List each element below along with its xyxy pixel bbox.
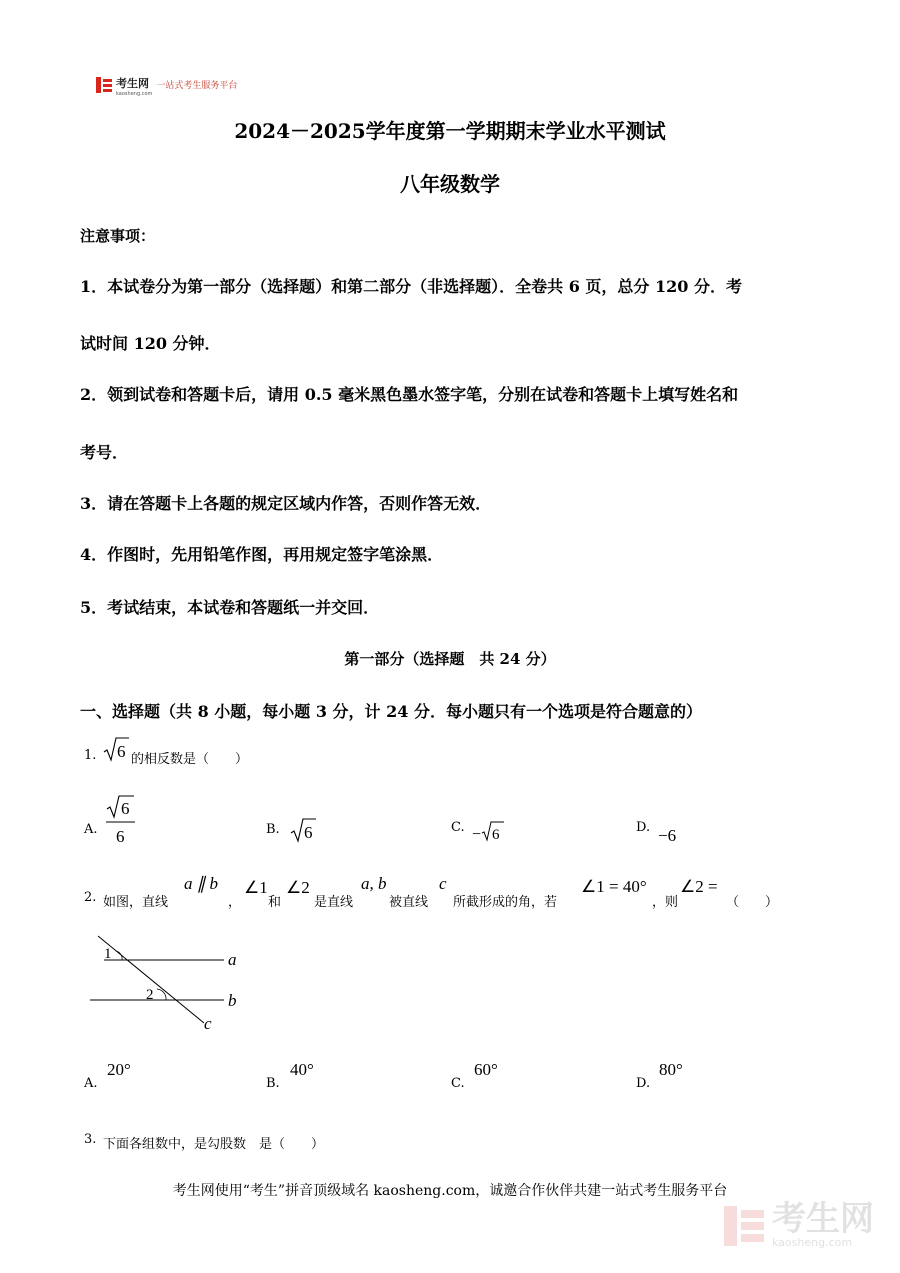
q1-option-c-sign: −	[472, 826, 482, 843]
figure-label-c: c	[204, 1014, 212, 1033]
q2-option-c-label: C.	[451, 1076, 465, 1091]
q2-math-angle1: ∠1	[244, 878, 268, 897]
q3-number: 3.	[84, 1132, 97, 1147]
q1-option-c-label: C.	[451, 820, 465, 835]
q1-option-d-value: −6	[658, 826, 677, 845]
q1-option-b-label: B.	[266, 822, 280, 837]
q1-option-a-denominator: 6	[116, 827, 125, 846]
q1-option-c-neg-sqrt	[471, 818, 507, 844]
q1-option-a-label: A.	[84, 822, 98, 837]
watermark-name: 考生网	[772, 1199, 874, 1239]
q1-sqrt-value: 6	[117, 742, 126, 761]
q2-text: （ ）	[726, 895, 779, 910]
figure-label-a: a	[228, 950, 237, 969]
q1-option-c-value: 6	[492, 827, 500, 843]
notice-item: 3．请在答题卡上各题的规定区域内作答，否则作答无效．	[80, 494, 492, 513]
notice-item: 试时间 120 分钟．	[80, 334, 221, 353]
logo-name: 考生网	[116, 77, 149, 90]
notice-item: 4．作图时，先用铅笔作图，再用规定签字笔涂黑．	[80, 545, 444, 564]
notice-heading: 注意事项：	[80, 227, 156, 245]
watermark-domain: kaosheng.com	[772, 1236, 853, 1249]
q2-option-a-label: A.	[84, 1076, 98, 1091]
q2-math-condition: ∠1 = 40°	[581, 877, 647, 896]
q2-option-a-value: 20°	[107, 1060, 131, 1079]
watermark-text-block	[764, 1199, 874, 1249]
header-logo	[96, 72, 237, 97]
q1-option-b-sqrt	[288, 816, 318, 844]
part1-heading: 第一部分（选择题 共 24 分）	[344, 650, 556, 668]
line-c	[98, 936, 204, 1023]
q1-sqrt	[101, 735, 131, 763]
q2-figure	[84, 930, 254, 1035]
q1-stem: 的相反数是（ ）	[131, 752, 249, 767]
q2-math-angle2: ∠2	[286, 878, 310, 897]
q1-option-d-label: D.	[636, 820, 651, 835]
q2-text: ，	[228, 895, 242, 910]
q1-option-a-numerator: 6	[121, 799, 130, 818]
logo-slogan: 一站式考生服务平台	[156, 81, 238, 91]
q2-option-d-value: 80°	[659, 1060, 683, 1079]
q1-option-a-fraction	[102, 794, 138, 846]
q2-math-parallel: a ∥ b	[184, 874, 218, 893]
angle1-arc	[116, 951, 122, 960]
page-footer: 考生网使用“考生”拼音顶级域名 kaosheng.com，诚邀合作伙伴共建一站式考生服务平台	[172, 1183, 728, 1199]
watermark	[724, 1199, 874, 1249]
q2-text: ，则	[652, 895, 679, 910]
q2-math-c: c	[439, 874, 447, 893]
q2-number: 2.	[84, 890, 97, 905]
figure-label-b: b	[228, 991, 237, 1010]
q2-text: 被直线	[389, 895, 429, 910]
q3-stem: 下面各组数中，是勾股数 是（ ）	[103, 1137, 325, 1152]
q2-option-b-label: B.	[266, 1076, 280, 1091]
logo-domain: kaosheng.com	[116, 91, 153, 97]
figure-label-1: 1	[104, 946, 112, 962]
q2-text: 所截形成的角，若	[453, 895, 558, 910]
watermark-logo-icon	[724, 1206, 764, 1246]
notice-item: 5．考试结束，本试卷和答题纸一并交回．	[80, 598, 380, 617]
notice-item: 1．本试卷分为第一部分（选择题）和第二部分（非选择题）．全卷共 6 页，总分 120 分．考	[80, 277, 742, 296]
q2-option-c-value: 60°	[474, 1060, 498, 1079]
section-heading: 一、选择题（共 8 小题，每小题 3 分，计 24 分．每小题只有一个选项是符合题意的）	[80, 702, 702, 721]
page-subtitle: 八年级数学	[400, 172, 500, 196]
page-title: 2024－2025学年度第一学期期末学业水平测试	[234, 119, 666, 143]
q1-number: 1.	[84, 748, 97, 763]
q2-text: 和	[268, 895, 282, 910]
logo-text-block	[116, 72, 152, 97]
q2-option-b-value: 40°	[290, 1060, 314, 1079]
q2-math-question: ∠2 =	[680, 877, 718, 896]
notice-item: 考号．	[80, 443, 129, 462]
q2-math-ab: a, b	[361, 874, 387, 893]
q1-option-b-value: 6	[304, 823, 313, 842]
q2-text: 是直线	[314, 895, 354, 910]
figure-label-2: 2	[146, 987, 154, 1003]
q2-option-d-label: D.	[636, 1076, 651, 1091]
kaosheng-logo-icon	[96, 77, 112, 93]
q2-text: 如图，直线	[103, 895, 169, 910]
notice-item: 2．领到试卷和答题卡后，请用 0.5 毫米黑色墨水签字笔，分别在试卷和答题卡上填写姓名和	[80, 385, 739, 404]
